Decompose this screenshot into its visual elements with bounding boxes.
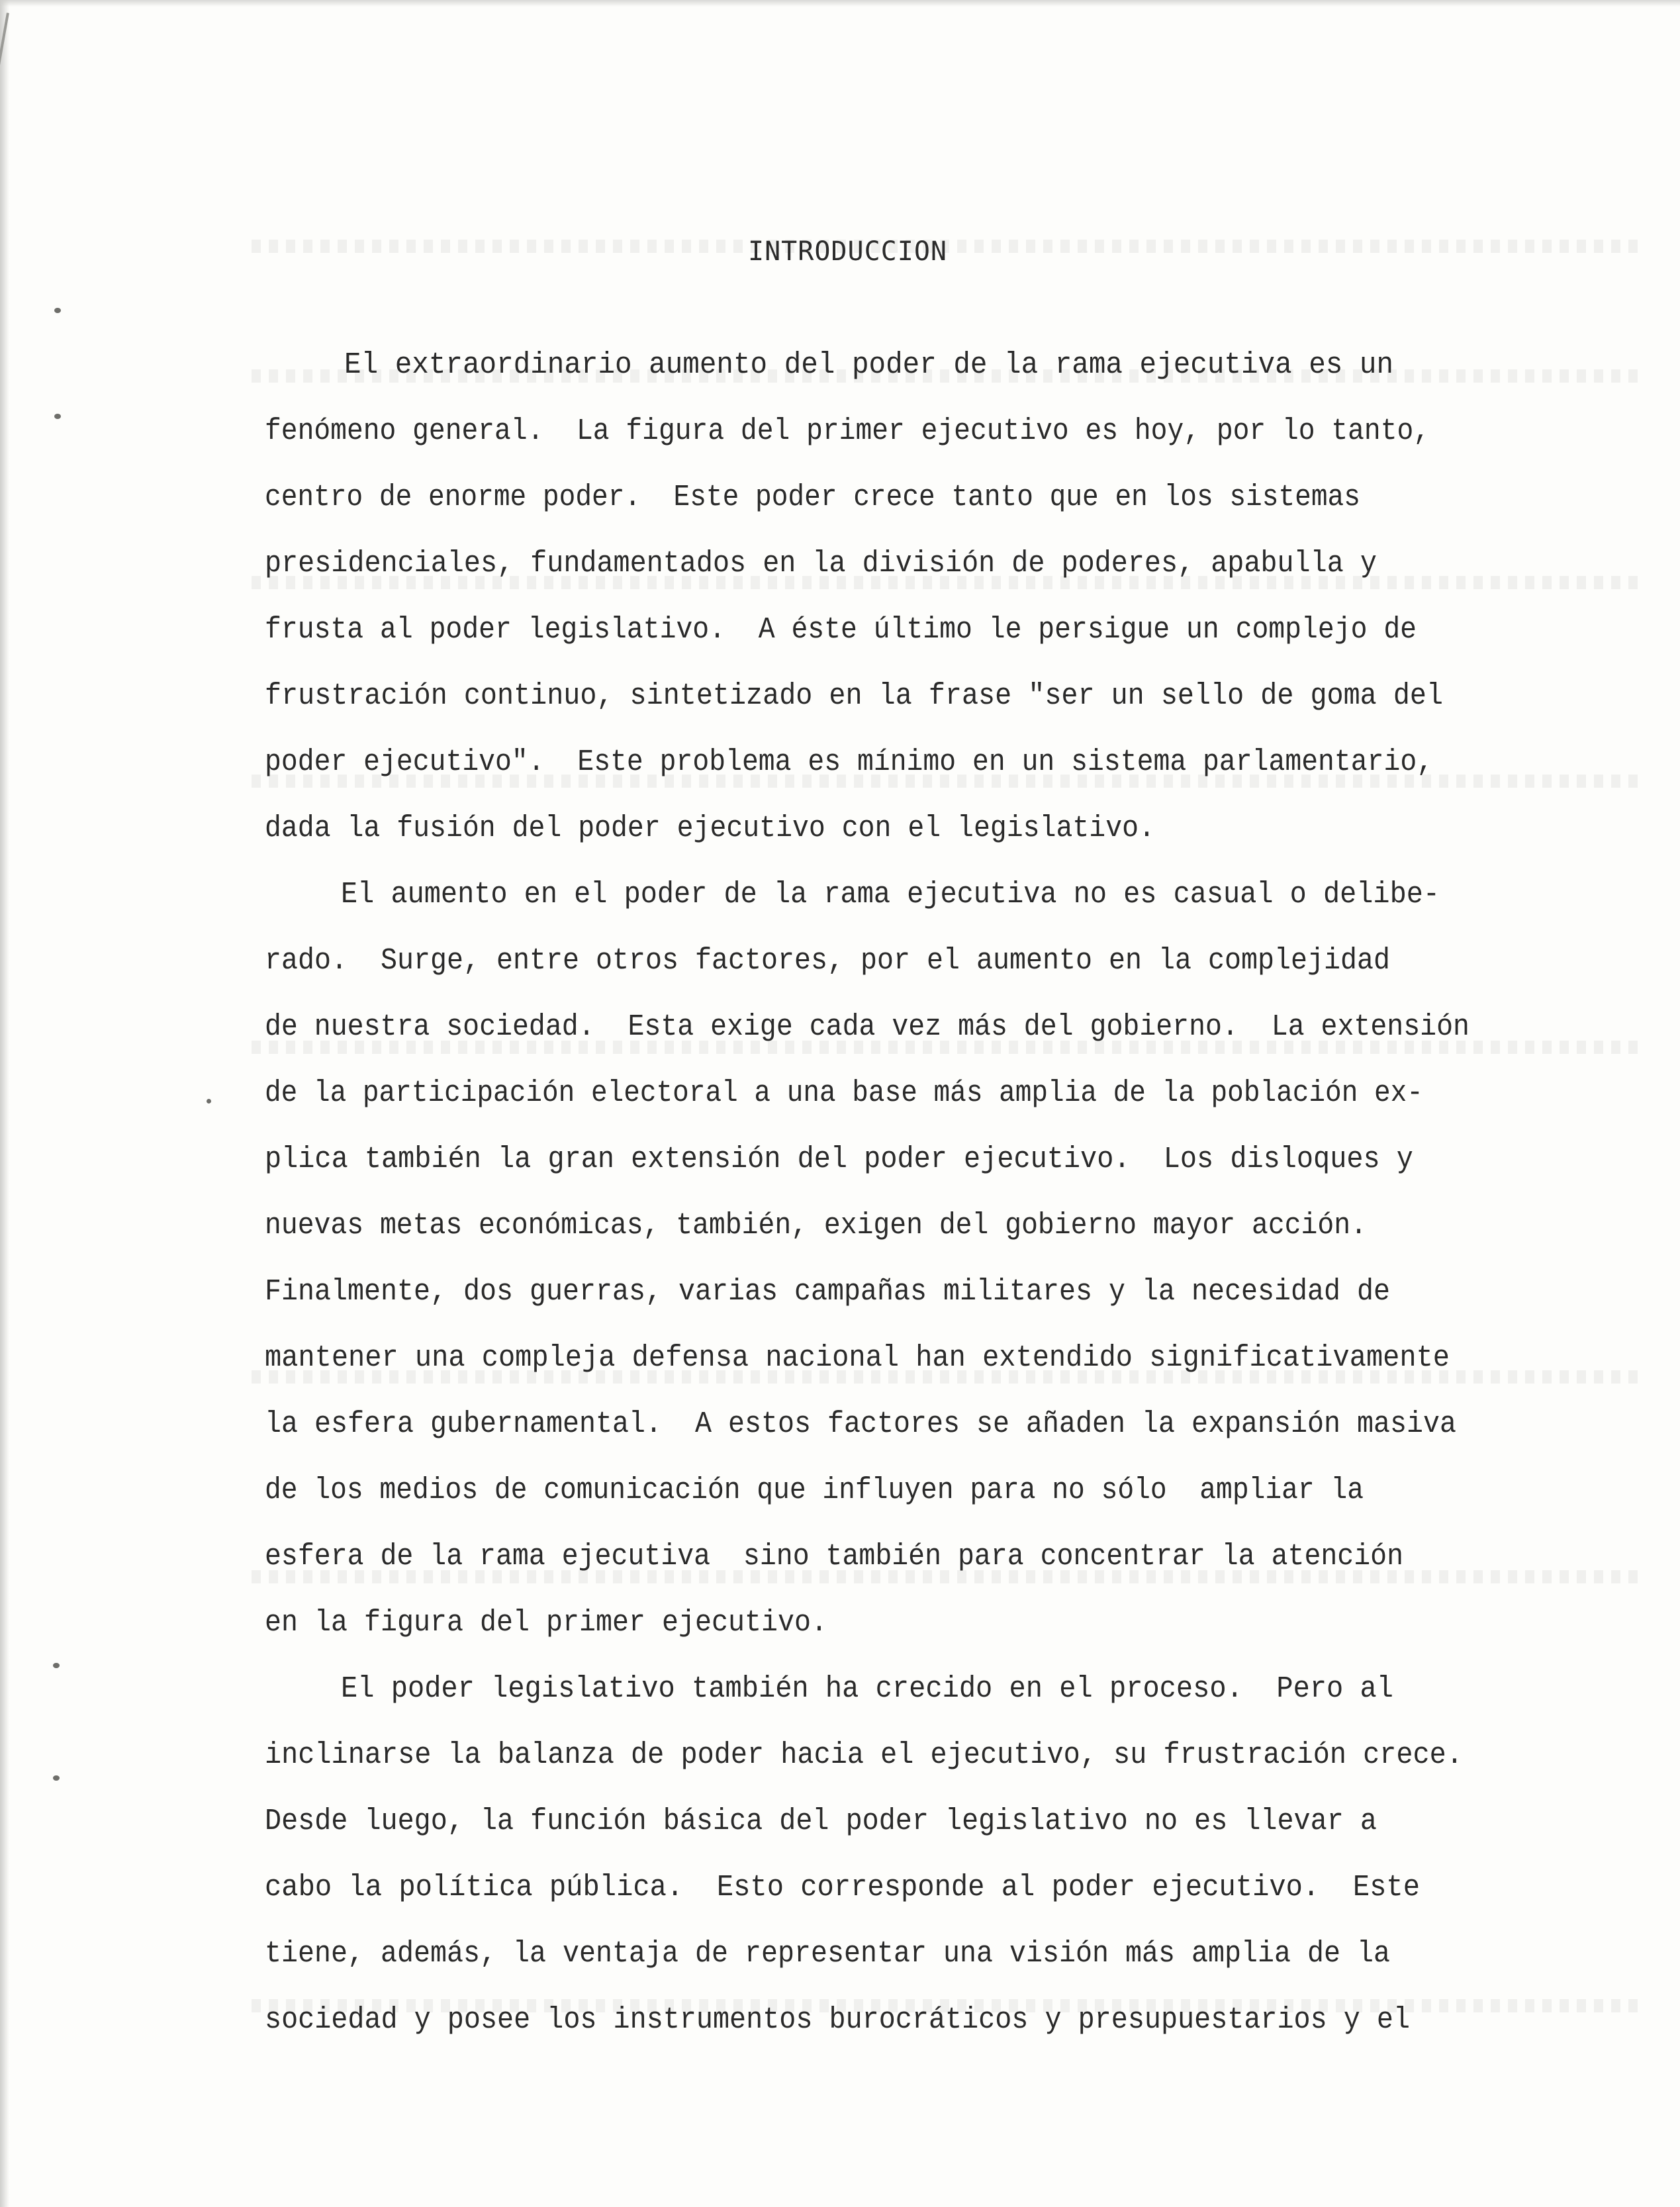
scan-edge-top <box>0 0 1680 7</box>
text-line: plica también la gran extensión del poder ejecutivo. Los disloques y <box>265 1143 1413 1176</box>
text-line: fenómeno general. La figura del primer ejecutivo es hoy, por lo tanto, <box>265 414 1430 448</box>
text-line: en la figura del primer ejecutivo. <box>265 1606 828 1640</box>
text-line: El extraordinario aumento del poder de la rama ejecutiva es un <box>344 348 1394 382</box>
text-line: El poder legislativo también ha crecido en el proceso. Pero al <box>341 1672 1394 1706</box>
text-line: esfera de la rama ejecutiva sino también para concentrar la atención <box>265 1540 1404 1573</box>
hole-punch-mark <box>53 1663 60 1668</box>
text-line: tiene, además, la ventaja de representar una visión más amplia de la <box>265 1937 1391 1971</box>
text-line: rado. Surge, entre otros factores, por el aumento en la complejidad <box>265 944 1391 978</box>
text-line: presidenciales, fundamentados en la división de poderes, apabulla y <box>265 547 1377 581</box>
text-line: centro de enorme poder. Este poder crece tanto que en los sistemas <box>265 481 1360 514</box>
text-line: cabo la política pública. Esto corresponde al poder ejecutivo. Este <box>265 1871 1420 1904</box>
text-line: frustración continuo, sintetizado en la frase "ser un sello de goma del <box>265 679 1444 713</box>
hole-punch-mark <box>54 414 61 419</box>
text-line: dada la fusión del poder ejecutivo con el legislativo. <box>265 812 1155 845</box>
text-line: de nuestra sociedad. Esta exige cada vez más del gobierno. La extensión <box>265 1010 1470 1044</box>
text-line: Desde luego, la función básica del poder legislativo no es llevar a <box>265 1805 1377 1838</box>
ink-speck <box>207 1099 211 1104</box>
text-line: de los medios de comunicación que influyen para no sólo ampliar la <box>265 1474 1364 1507</box>
text-line: sociedad y posee los instrumentos burocráticos y presupuestarios y el <box>265 2003 1411 2037</box>
text-line: la esfera gubernamental. A estos factores se añaden la expansión masiva <box>265 1407 1457 1441</box>
text-line: inclinarse la balanza de poder hacia el ejecutivo, su frustración crece. <box>265 1738 1463 1772</box>
hole-punch-mark <box>54 308 61 313</box>
text-line: Finalmente, dos guerras, varias campañas militares y la necesidad de <box>265 1275 1391 1309</box>
hole-punch-mark <box>53 1775 60 1781</box>
scan-edge-left <box>0 0 9 2207</box>
text-line: nuevas metas económicas, también, exigen del gobierno mayor acción. <box>265 1209 1367 1243</box>
page-title: INTRODUCCION <box>748 236 947 267</box>
text-line: de la participación electoral a una base más amplia de la población ex- <box>265 1076 1423 1110</box>
text-line: poder ejecutivo". Este problema es mínimo en un sistema parlamentario, <box>265 745 1434 779</box>
text-line: frusta al poder legislativo. A éste último le persigue un complejo de <box>265 613 1417 647</box>
text-line: El aumento en el poder de la rama ejecutiva no es casual o delibe- <box>341 878 1440 912</box>
text-line: mantener una compleja defensa nacional han extendido significativamente <box>265 1341 1450 1375</box>
